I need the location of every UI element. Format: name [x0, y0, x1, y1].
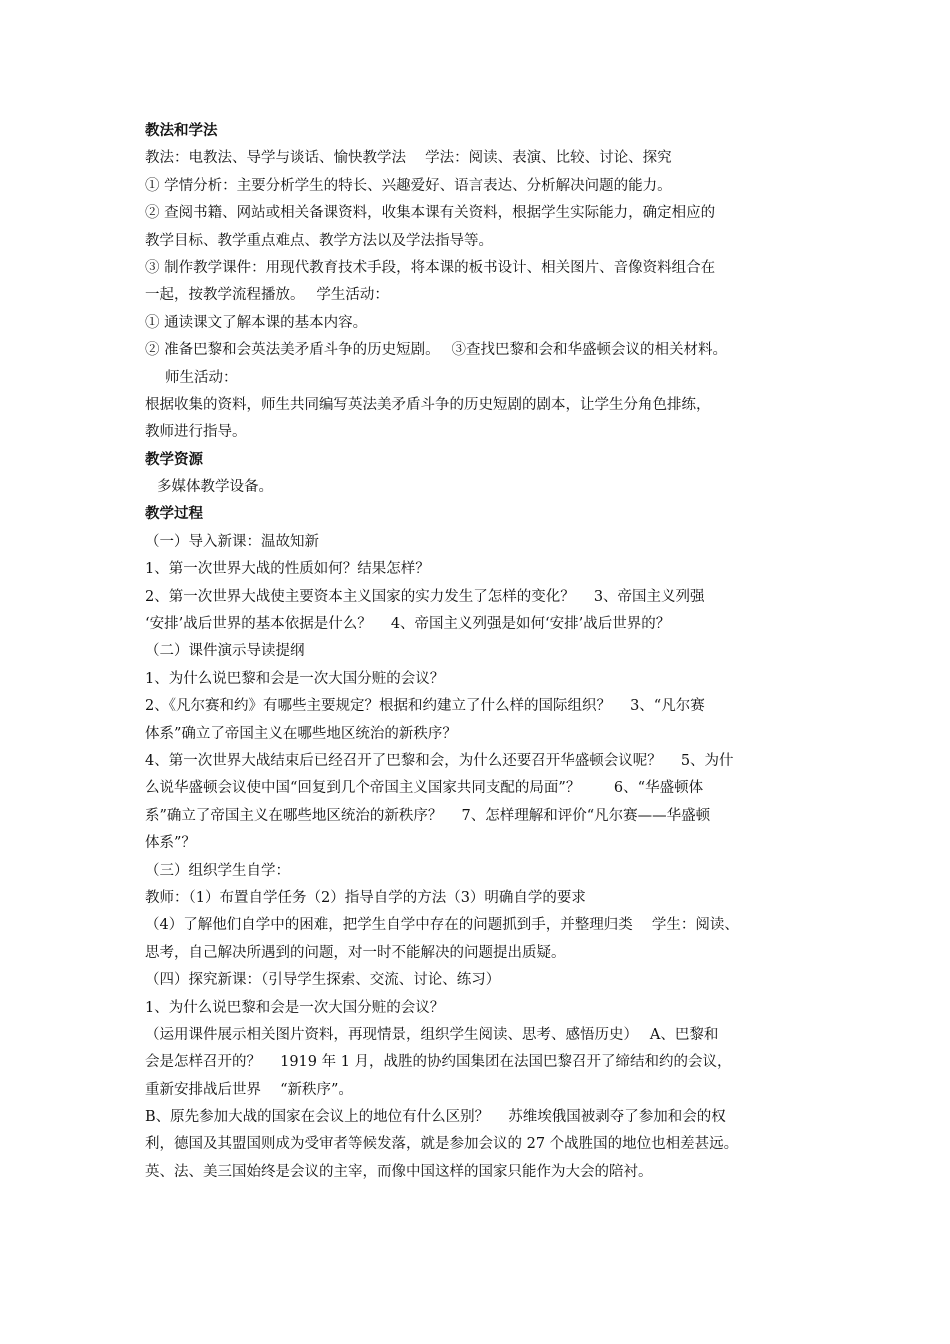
text-line: 多媒体教学设备。 — [157, 479, 273, 496]
text-line: ① 通读课文了解本课的基本内容。 — [145, 314, 368, 331]
section-heading-methods: 教法和学法 — [145, 123, 218, 139]
text-line: 系”确立了帝国主义在哪些地区统治的新秩序？ 7、怎样理解和评价“凡尔赛——华盛顿 — [145, 807, 711, 824]
text-line: ① 学情分析：主要分析学生的特长、兴趣爱好、语言表达、分析解决问题的能力。 — [145, 177, 672, 194]
text-line: 教师进行指导。 — [145, 424, 247, 441]
text-line: 根据收集的资料，师生共同编写英法美矛盾斗争的历史短剧的剧本，让学生分角色排练， — [145, 396, 711, 413]
text-line: （运用课件展示相关图片资料，再现情景，组织学生阅读、思考、感悟历史） A、巴黎和 — [145, 1026, 719, 1043]
text-line: 体系”确立了帝国主义在哪些地区统治的新秩序？ — [145, 725, 457, 742]
text-line: （四）探究新课：（引导学生探索、交流、讨论、练习） — [145, 972, 501, 989]
text-line: 么说华盛顿会议使中国“回复到几个帝国主义国家共同支配的局面”？ 6、“华盛顿体 — [145, 780, 704, 797]
text-line: ② 查阅书籍、网站或相关备课资料，收集本课有关资料，根据学生实际能力，确定相应的 — [145, 205, 716, 222]
text-line: 2、第一次世界大战使主要资本主义国家的实力发生了怎样的变化？ 3、帝国主义列强 — [145, 588, 705, 605]
text-line: 教法：电教法、导学与谈话、愉快教学法 学法：阅读、表演、比较、讨论、探究 — [145, 150, 672, 167]
text-line: 2、《凡尔赛和约》有哪些主要规定？根据和约建立了什么样的国际组织？ 3、“凡尔赛 — [145, 698, 705, 715]
text-line: 重新安排战后世界 “新秩序”。 — [145, 1081, 353, 1098]
text-line: 一起，按教学流程播放。 学生活动： — [145, 287, 389, 304]
text-line: （三）组织学生自学： — [145, 862, 290, 879]
text-line: 利，德国及其盟国则成为受审者等候发落，就是参加会议的 27 个战胜国的地位也相差甚远。 — [145, 1136, 739, 1153]
text-line: 师生活动： — [165, 369, 238, 386]
text-line: 英、法、美三国始终是会议的主宰，而像中国这样的国家只能作为大会的陪衬。 — [145, 1163, 653, 1180]
section-heading-resources: 教学资源 — [145, 451, 203, 468]
text-line: 教学目标、教学重点难点、教学方法以及学法指导等。 — [145, 232, 493, 249]
text-line: 4、第一次世界大战结束后已经召开了巴黎和会，为什么还要召开华盛顿会议呢？ 5、为什 — [145, 752, 734, 769]
text-line: B、原先参加大战的国家在会议上的地位有什么区别？ 苏维埃俄国被剥夺了参加和会的权 — [145, 1109, 726, 1126]
text-line: 会是怎样召开的？ 1919 年 1 月，战胜的协约国集团在法国巴黎召开了缔结和约的会议， — [145, 1054, 732, 1071]
text-line: 1、为什么说巴黎和会是一次大国分赃的会议？ — [145, 670, 445, 687]
text-line: 教师：（1）布置自学任务（2）指导自学的方法（3）明确自学的要求 — [145, 889, 586, 906]
text-line: ‘安排’战后世界的基本依据是什么？ 4、帝国主义列强是如何‘安排’战后世界的？ — [145, 616, 671, 633]
text-line: （二）课件演示导读提纲 — [145, 643, 305, 660]
text-line: 1、第一次世界大战的性质如何？结果怎样？ — [145, 561, 430, 578]
text-line: ③ 制作教学课件：用现代教育技术手段，将本课的板书设计、相关图片、音像资料组合在 — [145, 259, 716, 276]
document-page — [145, 118, 835, 1186]
text-line: 思考，自己解决所遇到的问题，对一时不能解决的问题提出质疑。 — [145, 944, 566, 961]
text-line: 1、为什么说巴黎和会是一次大国分赃的会议？ — [145, 999, 445, 1016]
text-line: （4）了解他们自学中的困难，把学生自学中存在的问题抓到手，并整理归类 学生：阅读、 — [145, 917, 739, 934]
text-line: 体系”？ — [145, 835, 196, 852]
section-heading-process: 教学过程 — [145, 506, 203, 523]
text-line: ② 准备巴黎和会英法美矛盾斗争的历史短剧。 ③查找巴黎和会和华盛顿会议的相关材料。 — [145, 342, 727, 359]
text-line: （一）导入新课：温故知新 — [145, 533, 319, 550]
